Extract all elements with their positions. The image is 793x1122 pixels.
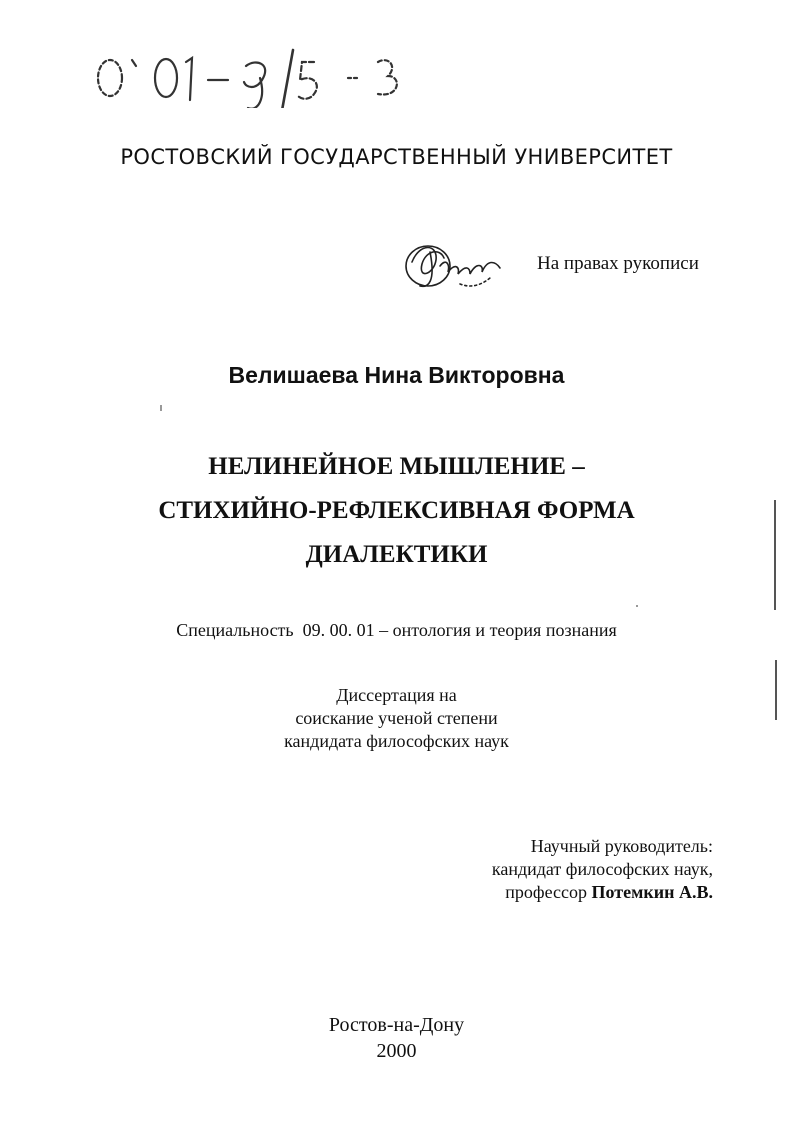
handwritten-archive-code — [88, 38, 488, 108]
author-signature — [400, 232, 510, 294]
dissertation-title — [0, 445, 793, 577]
title-line-3: ДИАЛЕКТИКИ — [305, 541, 488, 568]
advisor-line-2: кандидат философских наук, — [491, 859, 713, 879]
scientific-advisor — [440, 835, 713, 904]
advisor-name: Потемкин А.В. — [591, 882, 713, 902]
degree-line-2: соискание ученой степени — [295, 708, 498, 728]
city-year — [0, 1012, 793, 1064]
title-line-1: НЕЛИНЕЙНОЕ МЫШЛЕНИЕ – — [208, 453, 585, 480]
degree-line-3: кандидата философских наук — [284, 731, 509, 751]
dissertation-degree — [0, 684, 793, 753]
advisor-title: профессор — [505, 882, 592, 902]
specialty: Специальность 09. 00. 01 – онтология и теория познания — [176, 620, 617, 640]
scan-artifact-line — [774, 500, 776, 610]
year: 2000 — [376, 1040, 417, 1062]
university-name: РОСТОВСКИЙ ГОСУДАРСТВЕННЫЙ УНИВЕРСИТЕТ — [120, 145, 673, 169]
manuscript-rights-note: На правах рукописи — [537, 253, 699, 274]
advisor-line-1: Научный руководитель: — [530, 836, 713, 856]
author-name: Велишаева Нина Викторовна — [228, 362, 565, 388]
scan-artifact-dot — [636, 605, 638, 607]
scan-artifact-dot — [160, 405, 162, 411]
degree-line-1: Диссертация на — [336, 685, 457, 705]
title-line-2: СТИХИЙНО-РЕФЛЕКСИВНАЯ ФОРМА — [158, 497, 635, 524]
scan-artifact-line — [775, 660, 777, 720]
advisor-line-3 — [440, 881, 713, 904]
city: Ростов-на-Дону — [328, 1014, 465, 1036]
